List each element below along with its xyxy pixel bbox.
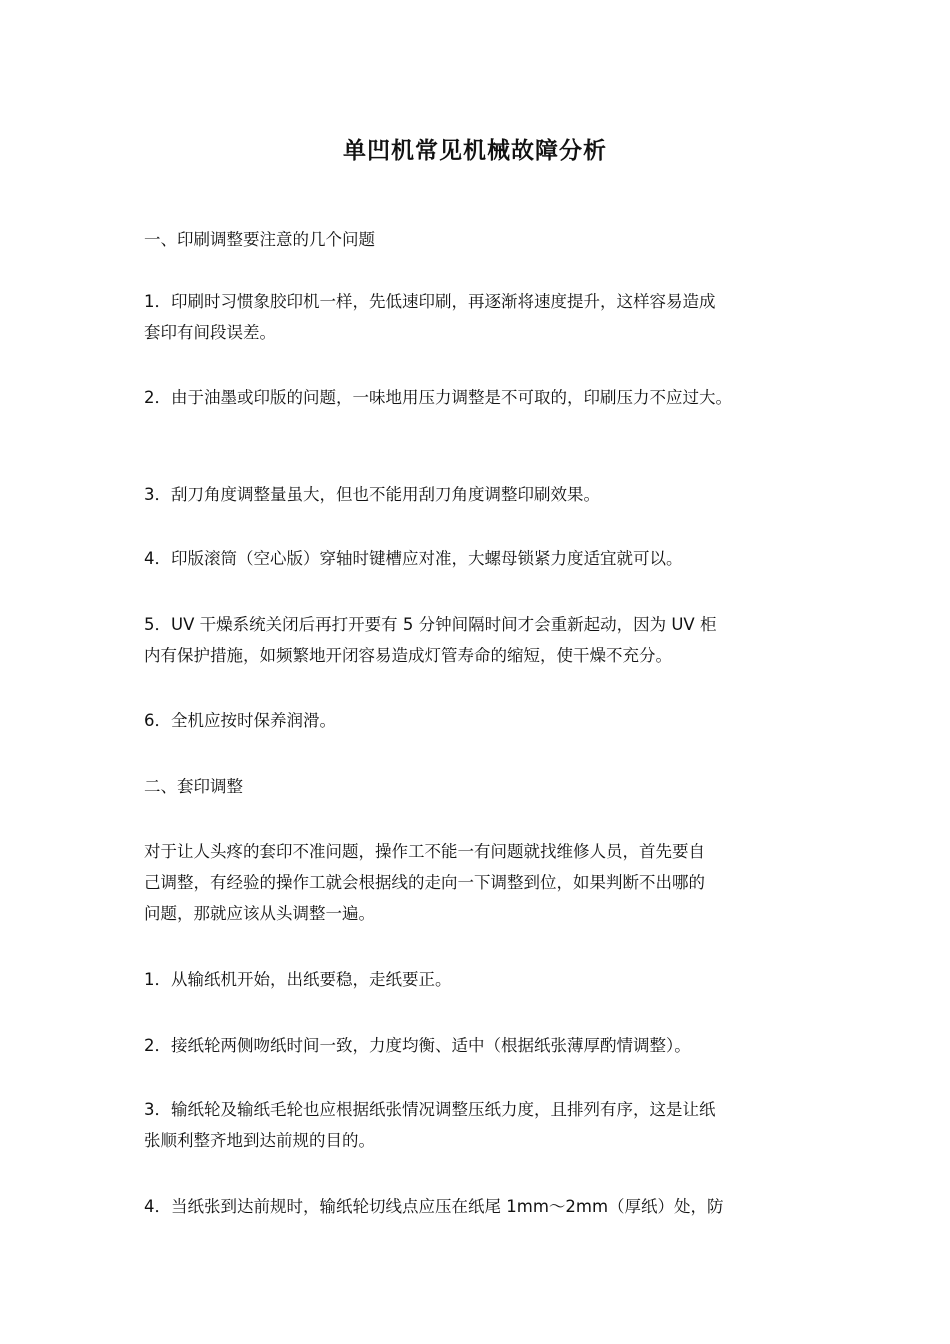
section-1-item-6 xyxy=(144,705,819,736)
paragraph-line: 对于让人头疼的套印不准问题，操作工不能一有问题就找维修人员，首先要自 xyxy=(144,842,705,861)
paragraph-line: 3．输纸轮及输纸毛轮也应根据纸张情况调整压纸力度，且排列有序，这是让纸 xyxy=(144,1100,716,1119)
paragraph-line: 己调整，有经验的操作工就会根据线的走向一下调整到位，如果判断不出哪的 xyxy=(144,873,705,892)
section-2-heading: 二、套印调整 xyxy=(144,777,243,796)
document-title: 单凹机常见机械故障分析 xyxy=(343,137,607,164)
paragraph-line: 内有保护措施，如频繁地开闭容易造成灯管寿命的缩短，使干燥不充分。 xyxy=(144,646,672,665)
section-2-item-1 xyxy=(144,964,819,995)
section-1-item-4 xyxy=(144,543,819,574)
paragraph-line: 套印有间段误差。 xyxy=(144,323,276,342)
paragraph-line: 6．全机应按时保养润滑。 xyxy=(144,711,336,730)
paragraph-line: 2．由于油墨或印版的问题，一味地用压力调整是不可取的，印刷压力不应过大。 xyxy=(144,388,732,407)
paragraph-line: 4．印版滚筒（空心版）穿轴时键槽应对准，大螺母锁紧力度适宜就可以。 xyxy=(144,549,683,568)
section-2-item-3 xyxy=(144,1094,819,1156)
section-1-heading: 一、印刷调整要注意的几个问题 xyxy=(144,230,375,249)
paragraph-line: 3．刮刀角度调整量虽大，但也不能用刮刀角度调整印刷效果。 xyxy=(144,485,600,504)
paragraph-line: 4．当纸张到达前规时，输纸轮切线点应压在纸尾 1mm～2mm（厚纸）处，防 xyxy=(144,1197,724,1216)
paragraph-line: 5．UV 干燥系统关闭后再打开要有 5 分钟间隔时间才会重新起动，因为 UV 柜 xyxy=(144,615,717,634)
paragraph-line: 1．印刷时习惯象胶印机一样，先低速印刷，再逐渐将速度提升，这样容易造成 xyxy=(144,292,716,311)
section-2-intro xyxy=(144,836,819,929)
paragraph-line: 1．从输纸机开始，出纸要稳，走纸要正。 xyxy=(144,970,452,989)
section-1-item-3 xyxy=(144,479,819,510)
section-1-item-5 xyxy=(144,609,819,671)
section-2-item-4 xyxy=(144,1191,819,1222)
section-1-item-2 xyxy=(144,382,819,413)
section-2-item-2 xyxy=(144,1030,819,1061)
paragraph-line: 问题，那就应该从头调整一遍。 xyxy=(144,904,375,923)
section-1-item-1 xyxy=(144,286,819,348)
paragraph-line: 2．接纸轮两侧吻纸时间一致，力度均衡、适中（根据纸张薄厚酌情调整）。 xyxy=(144,1036,691,1055)
paragraph-line: 张顺利整齐地到达前规的目的。 xyxy=(144,1131,375,1150)
